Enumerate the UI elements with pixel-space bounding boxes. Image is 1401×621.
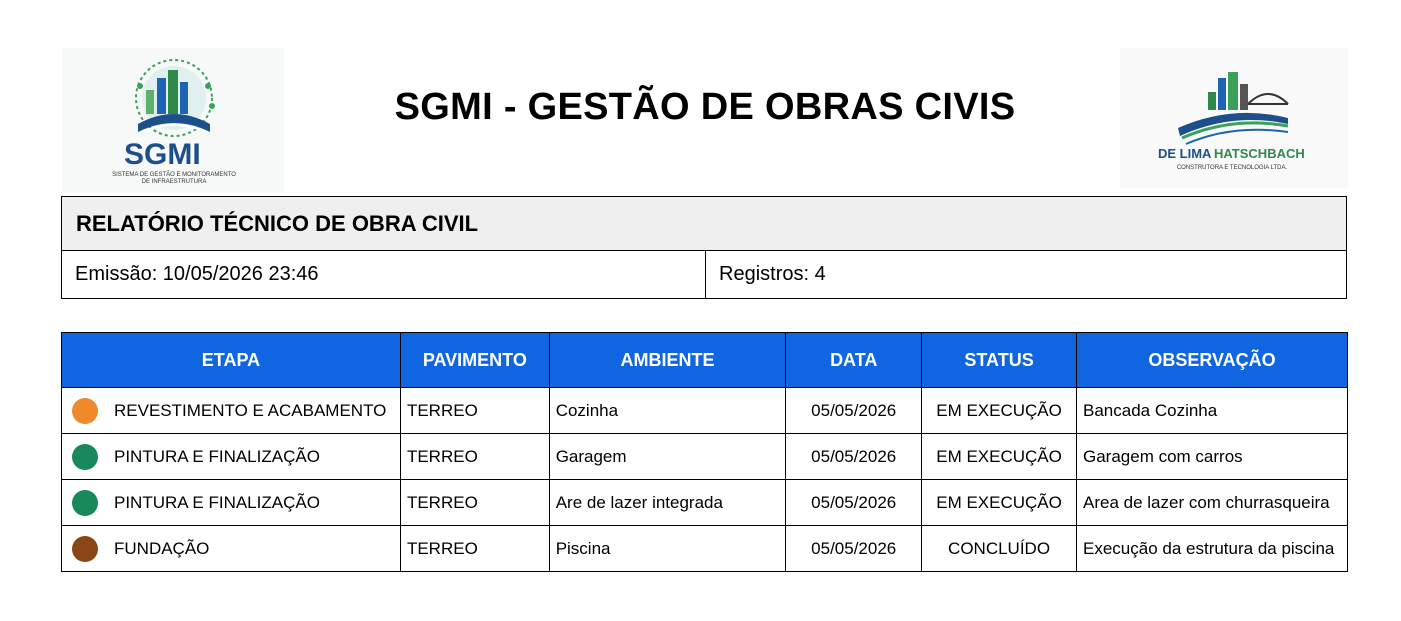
cell-pavimento: TERREO <box>400 388 549 434</box>
cell-etapa <box>62 434 401 480</box>
logo-name-part1: DE LIMA <box>1158 146 1212 161</box>
report-meta-row <box>62 251 1346 298</box>
cell-ambiente: Cozinha <box>549 388 786 434</box>
cell-pavimento: TERREO <box>400 434 549 480</box>
cell-ambiente: Garagem <box>549 434 786 480</box>
cell-observacao: Bancada Cozinha <box>1077 388 1348 434</box>
table-row <box>62 434 1348 480</box>
page-title: SGMI - GESTÃO DE OBRAS CIVIS <box>394 86 1016 128</box>
cell-data: 05/05/2026 <box>786 480 922 526</box>
etapa-label: PINTURA E FINALIZAÇÃO <box>114 446 320 466</box>
etapa-label: PINTURA E FINALIZAÇÃO <box>114 492 320 512</box>
cell-pavimento: TERREO <box>400 480 549 526</box>
cell-ambiente: Are de lazer integrada <box>549 480 786 526</box>
cell-data: 05/05/2026 <box>786 526 922 572</box>
cell-status: CONCLUÍDO <box>922 526 1077 572</box>
logo-name-part2: HATSCHBACH <box>1214 146 1305 161</box>
report-info-box <box>61 196 1347 299</box>
registros-field: Registros: 4 <box>719 263 826 285</box>
cell-etapa <box>62 526 401 572</box>
cell-observacao: Area de lazer com churrasqueira <box>1077 480 1348 526</box>
sgmi-logo-subtitle-2: DE INFRAESTRUTURA <box>141 179 207 185</box>
table-row <box>62 388 1348 434</box>
sgmi-logo-subtitle-1: SISTEMA DE GESTÃO E MONITORAMENTO <box>112 172 236 178</box>
cell-observacao: Execução da estrutura da piscina <box>1077 526 1348 572</box>
cell-etapa <box>62 480 401 526</box>
cell-status: EM EXECUÇÃO <box>922 388 1077 434</box>
etapa-color-dot <box>72 398 98 424</box>
cell-ambiente: Piscina <box>549 526 786 572</box>
etapa-label: REVESTIMENTO E ACABAMENTO <box>114 400 387 420</box>
sgmi-logo <box>62 48 284 192</box>
cell-observacao: Garagem com carros <box>1077 434 1348 480</box>
col-header-observacao: OBSERVAÇÃO <box>1077 333 1348 388</box>
de-lima-hatschbach-logo <box>1120 48 1348 188</box>
table-row <box>62 480 1348 526</box>
logo-subtitle: CONSTRUTORA E TECNOLOGIA LTDA. <box>1176 165 1288 171</box>
col-header-status: STATUS <box>922 333 1077 388</box>
cell-etapa <box>62 388 401 434</box>
col-header-ambiente: AMBIENTE <box>549 333 786 388</box>
cell-data: 05/05/2026 <box>786 434 922 480</box>
table-header-row <box>62 333 1348 388</box>
col-header-etapa: ETAPA <box>62 333 401 388</box>
cell-status: EM EXECUÇÃO <box>922 434 1077 480</box>
cell-data: 05/05/2026 <box>786 388 922 434</box>
cell-pavimento: TERREO <box>400 526 549 572</box>
col-header-pavimento: PAVIMENTO <box>400 333 549 388</box>
etapa-color-dot <box>72 490 98 516</box>
table-row <box>62 526 1348 572</box>
etapa-color-dot <box>72 444 98 470</box>
etapa-color-dot <box>72 536 98 562</box>
emissao-field: Emissão: 10/05/2026 23:46 <box>62 251 706 298</box>
report-title: RELATÓRIO TÉCNICO DE OBRA CIVIL <box>62 197 1346 251</box>
col-header-data: DATA <box>786 333 922 388</box>
etapa-label: FUNDAÇÃO <box>114 538 210 558</box>
obras-table <box>61 332 1348 572</box>
cell-status: EM EXECUÇÃO <box>922 480 1077 526</box>
sgmi-logo-wordmark: SGMI <box>124 138 201 171</box>
